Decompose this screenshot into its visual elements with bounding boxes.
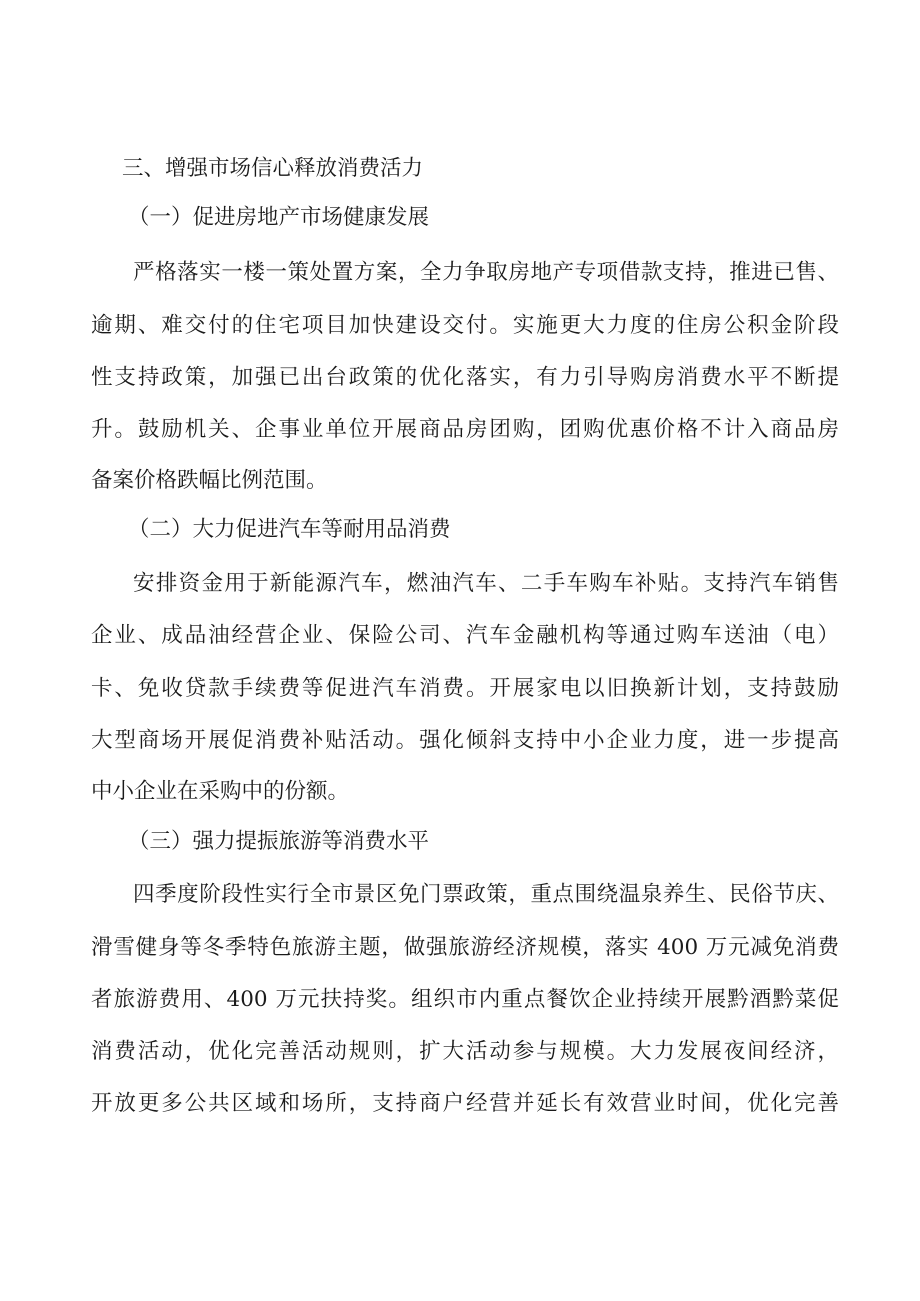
paragraph-line: 企业、成品油经营企业、保险公司、汽车金融机构等通过购车送油（电） [91,623,839,648]
paragraph-line: 滑雪健身等冬季特色旅游主题，做强旅游经济规模，落实 400 万元减免消费 [91,935,839,960]
paragraph-line: 大型商场开展促消费补贴活动。强化倾斜支持中小企业力度，进一步提高 [91,728,839,753]
paragraph-line: 开放更多公共区域和场所，支持商户经营并延长有效营业时间，优化完善 [91,1091,839,1116]
paragraph-line: 者旅游费用、400 万元扶持奖。组织市内重点餐饮企业持续开展黔酒黔菜促 [91,987,839,1012]
paragraph-line: 消费活动，优化完善活动规则，扩大活动参与规模。大力发展夜间经济， [91,1039,839,1064]
paragraph-line: 性支持政策，加强已出台政策的优化落实，有力引导购房消费水平不断提 [91,365,839,390]
subsection-heading-3: （三）强力提振旅游等消费水平 [128,829,430,854]
paragraph-line: 安排资金用于新能源汽车，燃油汽车、二手车购车补贴。支持汽车销售 [133,571,839,596]
paragraph-line: 逾期、难交付的住宅项目加快建设交付。实施更大力度的住房公积金阶段 [91,313,839,338]
paragraph-line: 四季度阶段性实行全市景区免门票政策，重点围绕温泉养生、民俗节庆、 [133,882,839,907]
paragraph-line: 升。鼓励机关、企事业单位开展商品房团购，团购优惠价格不计入商品房 [91,417,839,442]
paragraph-line: 备案价格跌幅比例范围。 [91,468,328,493]
subsection-heading-1: （一）促进房地产市场健康发展 [128,205,430,230]
section-title: 三、增强市场信心释放消费活力 [122,156,424,181]
paragraph-line: 中小企业在采购中的份额。 [91,779,350,804]
subsection-heading-2: （二）大力促进汽车等耐用品消费 [128,517,451,542]
paragraph-line: 严格落实一楼一策处置方案，全力争取房地产专项借款支持，推进已售、 [133,260,839,285]
paragraph-line: 卡、免收贷款手续费等促进汽车消费。开展家电以旧换新计划，支持鼓励 [91,676,839,701]
